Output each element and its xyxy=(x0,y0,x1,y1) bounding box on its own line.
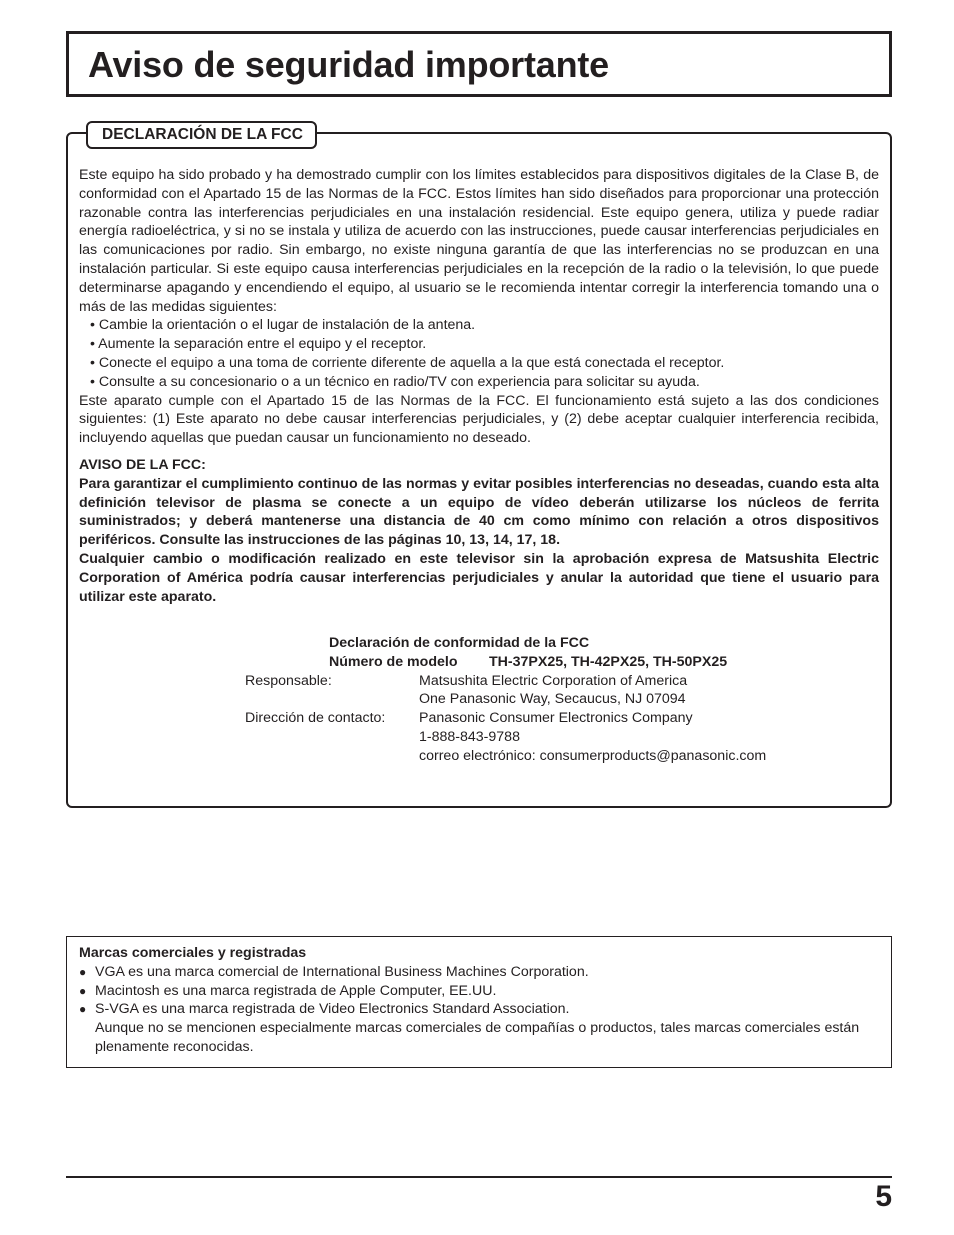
fcc-content xyxy=(79,166,879,606)
trademarks-content xyxy=(79,944,881,1057)
fcc-section-tab: DECLARACIÓN DE LA FCC xyxy=(86,121,317,149)
bullet-icon: ● xyxy=(79,983,87,998)
model-number-value: TH-37PX25, TH-42PX25, TH-50PX25 xyxy=(489,653,728,670)
responsible-address: One Panasonic Way, Secaucus, NJ 07094 xyxy=(419,691,686,708)
fcc-notice-paragraph: Para garantizar el cumplimiento continuo de las normas y evitar posibles interferencias no deseadas, cuando esta alta definición televisor de plasma se conecte a un equipo de vídeo deberán utilizarse los núcleos de ferrita suministrados; y deberá mantenerse una distancia de 40 cm como mínimo con relación a otros dispositivos periféricos. Consulte las instrucciones de las páginas 10, 13, 14, 17, 18. xyxy=(79,475,879,549)
bullet-icon: ● xyxy=(79,964,87,979)
title-box xyxy=(66,31,892,97)
model-number-label: Número de modelo xyxy=(329,653,458,670)
trademark-text: VGA es una marca comercial de International Business Machines Corporation. xyxy=(95,963,589,980)
contact-label: Dirección de contacto: xyxy=(245,710,386,727)
fcc-modification-warning: Cualquier cambio o modificación realizado en este televisor sin la aprobación expresa de Matsushita Electric Corporation of América podría causar interferencias perjudiciales y anular la autoridad que tiene el usuario para utilizar este aparato. xyxy=(79,550,879,605)
trademarks-list xyxy=(79,963,881,1019)
responsible-company: Matsushita Electric Corporation of America xyxy=(419,672,688,689)
list-item: • Cambie la orientación o el lugar de instalación de la antena. xyxy=(90,317,476,334)
trademark-text: Macintosh es una marca registrada de Apple Computer, EE.UU. xyxy=(95,982,497,999)
trademark-text: S-VGA es una marca registrada de Video Electronics Standard Association. xyxy=(95,1001,570,1018)
fcc-compliance-paragraph: Este aparato cumple con el Apartado 15 de las Normas de la FCC. El funcionamiento está sujeto a las dos condiciones siguientes: (1) Este aparato no debe causar interferencias perjudiciales, y (2) debe aceptar cualquier interferencia recibida, incluyendo aquellas que puedan causar un funcionamiento no deseado. xyxy=(79,392,879,447)
list-item: • Aumente la separación entre el equipo y el receptor. xyxy=(90,336,427,353)
contact-phone: 1-888-843-9788 xyxy=(419,728,520,745)
trademarks-heading: Marcas comerciales y registradas xyxy=(79,945,307,961)
list-item xyxy=(79,1000,881,1019)
list-item xyxy=(79,982,881,1001)
list-item: • Conecte el equipo a una toma de corriente diferente de aquella a la que está conectada el receptor. xyxy=(90,354,725,371)
list-item: • Consulte a su concesionario o a un técnico en radio/TV con experiencia para solicitar su ayuda. xyxy=(90,373,700,390)
model-number-line xyxy=(329,653,865,672)
contact-email: correo electrónico: consumerproducts@panasonic.com xyxy=(419,747,767,764)
trademarks-note: Aunque no se mencionen especialmente marcas comerciales de compañías o productos, tales marcas comerciales están plenamente reconocidas. xyxy=(95,1020,860,1055)
declaration-heading: Declaración de conformidad de la FCC xyxy=(329,635,590,651)
fcc-intro-paragraph: Este equipo ha sido probado y ha demostrado cumplir con los límites establecidos para dispositivos digitales de la Clase B, de conformidad con el Apartado 15 de las Normas de la FCC. Estos límites han sido diseñados para proporcionar una protección razonable contra las interferencias perjudiciales en una instalación residencial. Este equipo genera, utiliza y puede radiar energía radioeléctrica, y si no se instala y utiliza de acuerdo con las instrucciones, puede causar interferencias perjudiciales en las comunicaciones por radio. Sin embargo, no existe ninguna garantía de que las interferencias no se produzcan en una instalación particular. Si este equipo causa interferencias perjudiciales en la recepción de la radio o la televisión, lo que puede determinarse apagando y encendiendo el equipo, al usuario se le recomienda intentar corregir la interferencia tomando una o más de las medidas siguientes: xyxy=(79,167,879,315)
page-title: Aviso de seguridad importante xyxy=(88,44,609,85)
bullet-icon: ● xyxy=(79,1002,87,1017)
fcc-notice-heading: AVISO DE LA FCC: xyxy=(79,456,206,473)
responsible-row xyxy=(245,672,865,710)
fcc-measures-list xyxy=(79,316,879,391)
page-number: 5 xyxy=(875,1180,892,1213)
conformity-declaration xyxy=(245,634,865,766)
list-item xyxy=(79,963,881,982)
responsible-label: Responsable: xyxy=(245,672,332,689)
footer-divider xyxy=(66,1176,892,1178)
contact-company: Panasonic Consumer Electronics Company xyxy=(419,710,693,727)
contact-row xyxy=(245,709,865,765)
